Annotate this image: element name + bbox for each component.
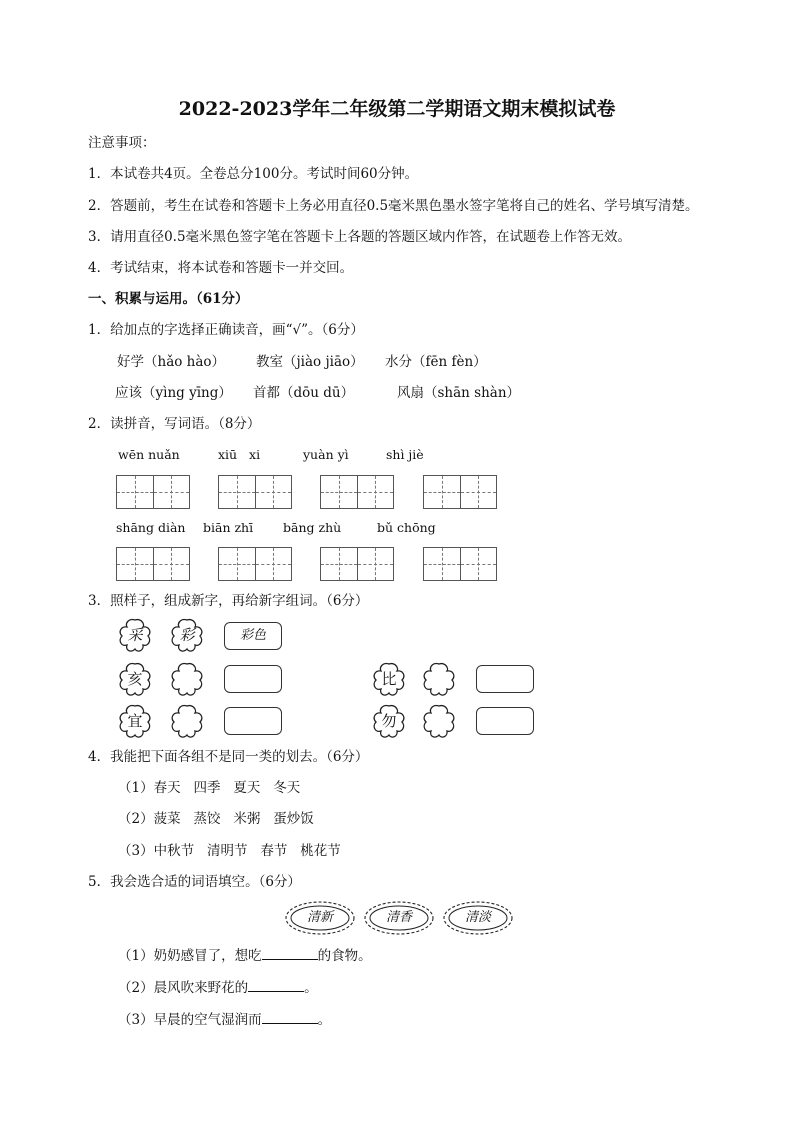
fill-blank[interactable] (262, 1013, 318, 1024)
given-char: 宜 (127, 712, 143, 730)
fill-blank[interactable] (248, 981, 304, 992)
q5-sentence (118, 1013, 331, 1028)
q4-group[interactable]: （2）菠菜 蒸饺 米粥 蛋炒饭 (118, 811, 314, 827)
q4-group[interactable]: （3）中秋节 清明节 春节 桃花节 (118, 843, 341, 859)
q1-option: 首都（dōu dū） (253, 385, 355, 401)
pinyin-label: yuàn yì (303, 447, 349, 462)
blank-flower[interactable] (421, 661, 457, 697)
notice-heading: 注意事项： (88, 135, 156, 151)
given-char: 比 (381, 670, 397, 688)
pinyin-label: wēn nuǎn (118, 447, 180, 462)
writing-grid[interactable] (320, 475, 394, 509)
q4-group[interactable]: （1）春天 四季 夏天 冬天 (118, 780, 301, 796)
notice-item: 4．考试结束，将本试卷和答题卡一并交回。 (88, 260, 354, 276)
given-char: 勿 (381, 712, 397, 730)
blank-flower[interactable] (169, 661, 205, 697)
blank-flower[interactable] (421, 703, 457, 739)
answer-box[interactable] (224, 707, 282, 735)
sentence-text: （3）早晨的空气湿润而 (118, 1012, 262, 1028)
pinyin-label: biān zhī (203, 520, 254, 535)
word-option: 清淡 (464, 910, 491, 925)
example-flower (117, 617, 153, 653)
notice-item: 1．本试卷共4页。全卷总分100分。考试时间60分钟。 (88, 166, 419, 182)
notice-item: 3．请用直径0.5毫米黑色签字笔在答题卡上各题的答题区域内作答，在试题卷上作答无效。 (88, 229, 632, 245)
q1-option: 应该（yìng yīng） (115, 385, 232, 401)
q1-option: 教室（jiào jiāo） (256, 354, 364, 370)
word-option-oval (284, 900, 356, 936)
section-heading: 一、积累与运用。（61分） (88, 291, 249, 307)
sentence-text: （2）晨风吹来野花的 (118, 980, 249, 996)
example-flower (169, 617, 205, 653)
fill-blank[interactable] (262, 949, 318, 960)
answer-box[interactable] (224, 665, 282, 693)
writing-grid[interactable] (218, 547, 292, 581)
question-1-prompt: 1．给加点的字选择正确读音，画“√”。（6分） (88, 322, 364, 338)
sentence-text: 。 (304, 980, 318, 996)
q1-option: 好学（hǎo hào） (117, 354, 226, 370)
answer-box[interactable] (476, 707, 534, 735)
sentence-text: 。 (317, 1012, 332, 1028)
pinyin-label: bǔ chōng (377, 520, 436, 535)
notice-item: 2．答题前，考生在试卷和答题卡上务必用直径0.5毫米黑色墨水签字笔将自己的姓名、学号填写清楚。 (88, 198, 699, 214)
example-char: 彩 (179, 626, 195, 644)
writing-grid[interactable] (116, 547, 190, 581)
q1-option: 水分（fēn fèn） (385, 354, 487, 370)
writing-grid[interactable] (423, 547, 497, 581)
question-4-prompt: 4．我能把下面各组不是同一类的划去。（6分） (88, 749, 369, 765)
char-flower (371, 703, 407, 739)
pinyin-label: xiū xi (218, 447, 261, 462)
sentence-text: （1）奶奶感冒了，想吃 (118, 948, 262, 964)
writing-grid[interactable] (218, 475, 292, 509)
char-flower (117, 703, 153, 739)
question-5-prompt: 5．我会选合适的词语填空。（6分） (88, 874, 301, 890)
pinyin-label: bāng zhù (283, 520, 342, 535)
char-flower (371, 661, 407, 697)
writing-grid[interactable] (423, 475, 497, 509)
word-option: 清香 (385, 910, 412, 925)
question-3-prompt: 3．照样子，组成新字，再给新字组词。（6分） (88, 593, 369, 609)
given-char: 亥 (127, 670, 143, 688)
word-option-oval (442, 900, 514, 936)
question-2-prompt: 2．读拼音，写词语。（8分） (88, 416, 261, 432)
pinyin-label: shāng diàn (116, 520, 186, 535)
word-option-oval (363, 900, 435, 936)
writing-grid[interactable] (320, 547, 394, 581)
page-title: 2022-2023学年二年级第二学期语文期末模拟试卷 (178, 98, 616, 120)
q5-sentence (118, 949, 372, 964)
example-word-box: 彩色 (224, 622, 282, 650)
q1-option: 风扇（shān shàn） (397, 385, 521, 401)
writing-grid[interactable] (116, 475, 190, 509)
char-flower (117, 661, 153, 697)
sentence-text: 的食物。 (317, 948, 372, 964)
word-option: 清新 (306, 910, 333, 925)
q5-sentence (118, 981, 318, 996)
answer-box[interactable] (476, 665, 534, 693)
blank-flower[interactable] (169, 703, 205, 739)
example-char: 采 (127, 626, 143, 644)
pinyin-label: shì jiè (386, 447, 424, 462)
